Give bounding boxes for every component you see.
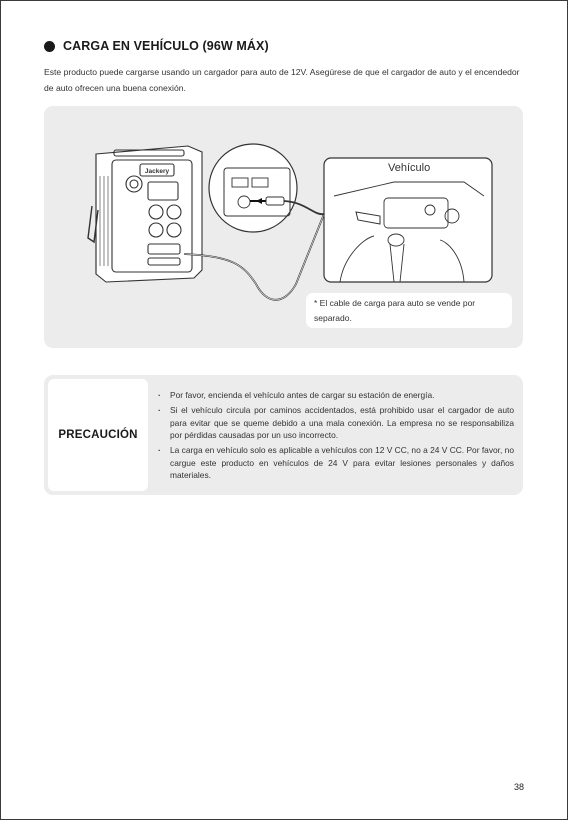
section-title: CARGA EN VEHÍCULO (96W MÁX) bbox=[63, 39, 269, 53]
caution-item: · Si el vehículo circula por caminos accidentados, está prohibido usar el cargador de auto para evitar que se queme debido a una mala conexión. La empresa no se responsabiliza por pérdidas causadas por un uso incorrecto. bbox=[158, 404, 514, 442]
caution-list bbox=[158, 389, 514, 484]
caution-item: · La carga en vehículo solo es aplicable a vehículos con 12 V CC, no a 24 V CC. Por favor, no cargue este producto en vehículos de 24 V para evitar lesiones personales y daños materiales. bbox=[158, 444, 514, 482]
caution-label-box bbox=[48, 379, 148, 491]
cable-note: * El cable de carga para auto se vende por separado. bbox=[314, 298, 476, 323]
station-brand-label: Jackery bbox=[144, 168, 170, 175]
vehicle-dashboard-icon bbox=[324, 158, 492, 282]
caution-item: · Por favor, encienda el vehículo antes de cargar su estación de energía. bbox=[158, 389, 514, 402]
intro-paragraph: Este producto puede cargarse usando un cargador para auto de 12V. Asegúrese de que el cargador de auto y el encendedor de auto ofrecen una buena conexión. bbox=[44, 67, 520, 93]
port-inset-icon bbox=[209, 144, 297, 232]
caution-heading: PRECAUCIÓN bbox=[58, 429, 138, 441]
note-box bbox=[306, 293, 512, 328]
caution-panel bbox=[44, 375, 523, 495]
vehicle-label: Vehículo bbox=[388, 162, 431, 174]
page-number: 38 bbox=[514, 782, 525, 792]
power-station-icon bbox=[88, 146, 202, 282]
section-bullet-icon bbox=[44, 41, 55, 52]
illustration-panel bbox=[44, 106, 523, 348]
section-header bbox=[44, 39, 269, 53]
